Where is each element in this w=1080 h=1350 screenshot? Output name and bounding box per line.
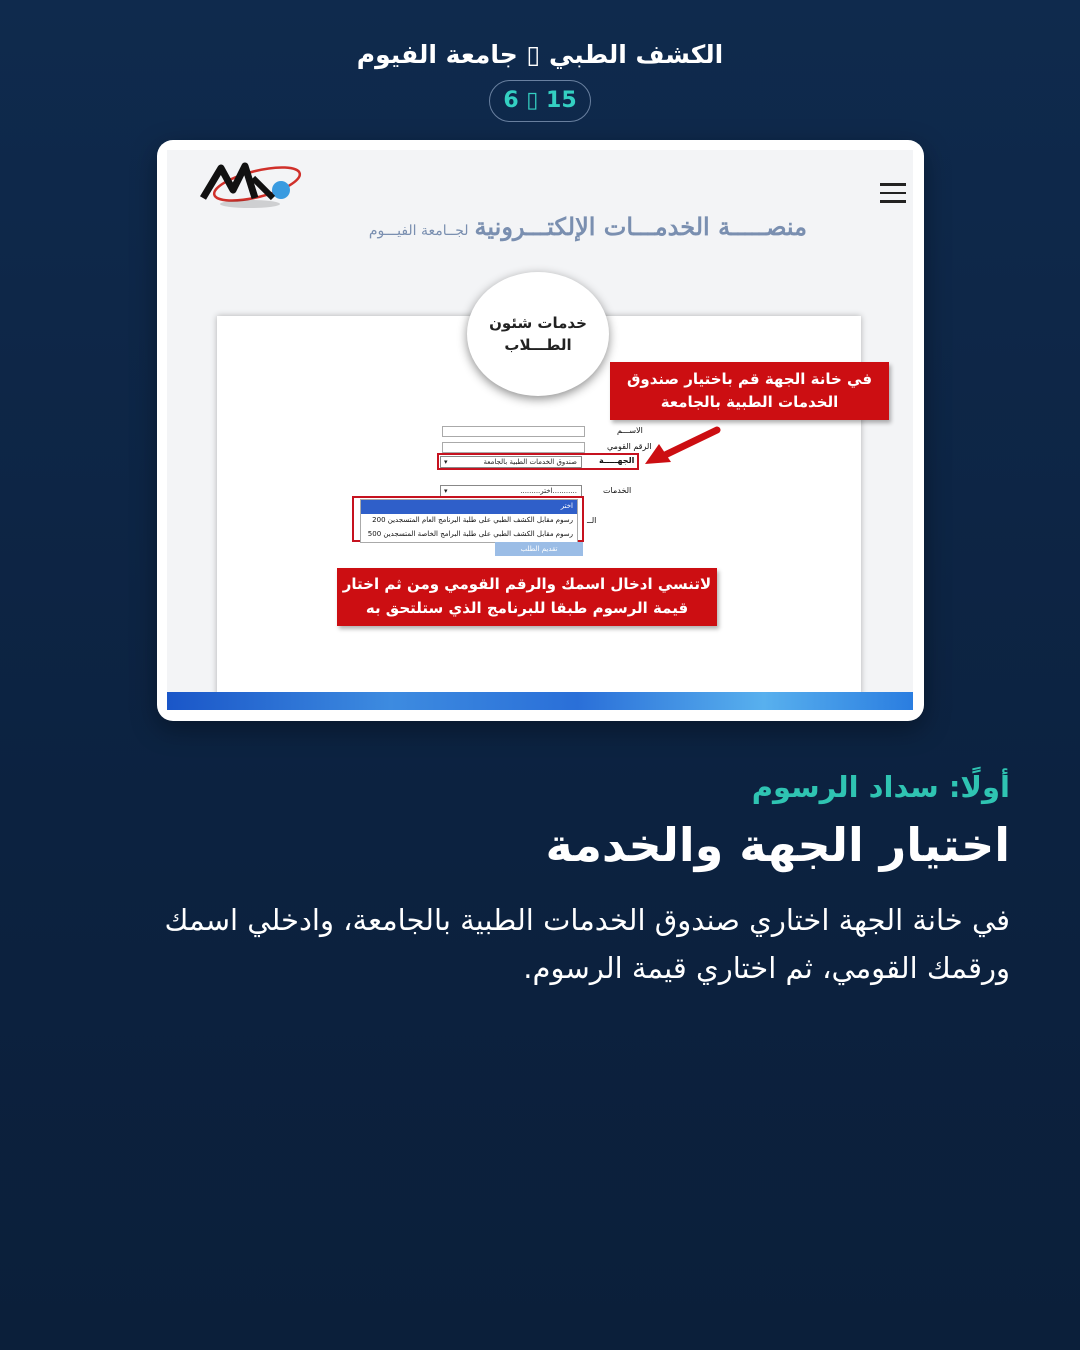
university-logo-icon (195, 158, 305, 218)
section-label: أولًا: سداد الرسوم (751, 770, 1010, 804)
badge-line-2: الطـــلاب (504, 336, 572, 354)
national-id-label: الرقم القومي (607, 442, 652, 451)
entity-select[interactable] (440, 456, 582, 468)
callout-fees-hint: لاتنسي ادخال اسمك والرقم القومي ومن ثم اختار قيمة الرسوم طبقا للبرنامج الذي ستلتحق به (337, 568, 717, 626)
submit-request-button[interactable]: تقديم الطلب (495, 542, 583, 556)
platform-title: منصـــــة الخدمـــات الإلكتـــرونيةلجــامعة الفيـــوم (368, 212, 807, 241)
portal-screenshot (167, 150, 913, 710)
decorative-footer-strip (167, 692, 913, 710)
red-arrow-icon (641, 426, 723, 468)
entity-label: الجهـــــة (599, 456, 635, 465)
entity-select-value: صندوق الخدمات الطبية بالجامعة (483, 458, 577, 466)
screenshot-card (157, 140, 924, 721)
services-select-value: ...........اختر......... (520, 487, 577, 495)
chevron-down-icon: ▾ (444, 458, 448, 466)
dropdown-option[interactable]: رسوم مقابل الكشف الطبي على طلبة البرامج الخاصة المتسجدين 500 (367, 530, 573, 538)
callout-entity-hint: في خانة الجهة قم باختيار صندوق الخدمات الطبية بالجامعة (610, 362, 889, 420)
student-affairs-badge (467, 272, 609, 396)
fees-label: الــ (587, 516, 597, 525)
fees-dropdown-list (360, 499, 578, 543)
page-top-title: الكشف الطبي ▯ جامعة الفيوم (356, 40, 724, 69)
national-id-input[interactable] (442, 442, 585, 453)
slide-counter: 6 ▯ 15 (489, 80, 591, 122)
chevron-down-icon: ▾ (444, 487, 448, 495)
dropdown-option[interactable]: اختر (361, 500, 577, 514)
name-label: الاســـم (617, 426, 643, 435)
dropdown-option[interactable]: رسوم مقابل الكشف الطبي على طلبة البرنامج العام المتسجدين 200 (372, 516, 573, 524)
services-label: الخدمات (603, 486, 632, 495)
step-description: في خانة الجهة اختاري صندوق الخدمات الطبية بالجامعة، وادخلي اسمك ورقمك القومي، ثم اختاري قيمة الرسوم. (164, 903, 1010, 985)
hamburger-menu-icon[interactable] (880, 183, 906, 205)
name-input[interactable] (442, 426, 585, 437)
badge-line-1: خدمات شئون (489, 314, 587, 332)
step-heading: اختيار الجهة والخدمة (545, 818, 1010, 872)
